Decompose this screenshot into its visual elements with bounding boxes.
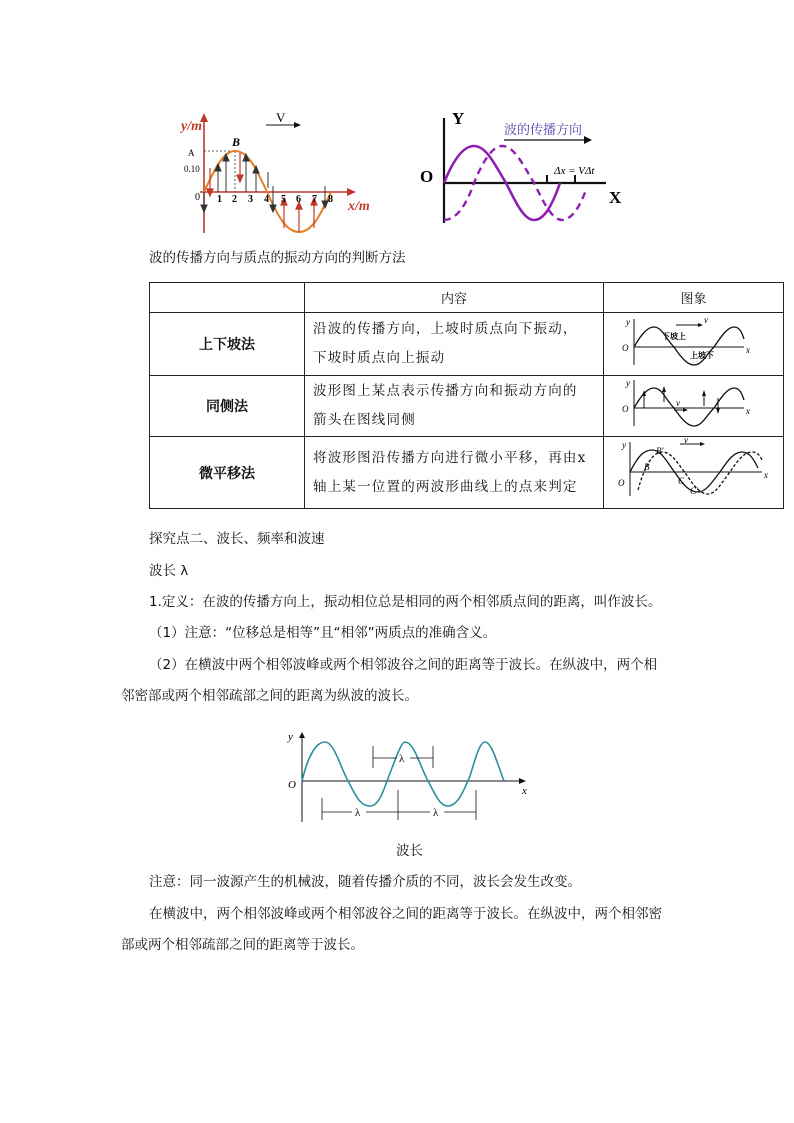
note-1: （1）注意：“位移总是相等”且“相邻”两质点的准确含义。: [149, 625, 497, 641]
diagram-v: v: [684, 437, 688, 445]
diagram-y: y: [622, 439, 626, 450]
summary-line-2: 部或两个相邻疏部之间的距离等于波长。: [121, 937, 364, 953]
table-header-diagram: 图象: [604, 283, 784, 313]
diagram-up-down: 上坡下: [690, 351, 714, 360]
fig1-x-arrow: [347, 188, 356, 196]
slope-method-diagram: [604, 313, 782, 371]
fig2-dx-label: Δx = VΔt: [554, 165, 595, 177]
fig1-tick-2: 2: [232, 194, 237, 205]
table-header-content: 内容: [305, 283, 604, 313]
diagram-b: B: [644, 461, 650, 472]
diagram-v: v: [704, 315, 708, 325]
methods-caption: 波的传播方向与质点的振动方向的判断方法: [149, 250, 406, 266]
diagram-b-prime: B': [656, 445, 664, 456]
fig2-x-label: X: [609, 188, 622, 207]
wave-figure-2: [416, 108, 631, 226]
wavelength-caption: 波长: [396, 843, 423, 859]
fig1-x-label: x/m: [348, 199, 370, 214]
fig1-tick-1: 1: [217, 194, 222, 205]
definition-text: 1.定义：在波的传播方向上，振动相位总是相同的两个相邻质点间的距离，叫作波长。: [149, 594, 662, 610]
fig1-y-label: y/m: [181, 119, 202, 134]
method-name: 微平移法: [150, 437, 305, 509]
methods-table: [149, 282, 784, 509]
fig3-lambda-bottom-1: λ: [355, 807, 361, 819]
wavelength-figure: [280, 728, 540, 826]
table-header-blank: [150, 283, 305, 313]
fig3-y-label: y: [288, 731, 293, 743]
diagram-x: x: [746, 345, 750, 355]
diagram-down-up: 下坡上: [662, 332, 686, 341]
fig2-y-label: Y: [452, 109, 465, 128]
method-content-line: 波形图上某点表示传播方向和振动方向的: [313, 383, 578, 399]
method-content: [305, 376, 604, 437]
table-header-row: [150, 283, 784, 313]
fig1-amp-label: A: [188, 148, 195, 158]
diagram-o: O: [618, 477, 625, 488]
wave-figure-1: [180, 108, 390, 236]
summary-line-1: 在横波中，两个相邻波峰或两个相邻波谷之间的距离等于波长。在纵波中，两个相邻密: [149, 906, 662, 922]
fig1-point-b: B: [232, 135, 241, 149]
diagram-y: y: [626, 317, 630, 327]
fig2-direction-arrowhead: [584, 136, 592, 144]
fig3-x-label: x: [522, 785, 527, 797]
table-row: [150, 437, 784, 509]
diagram-c: C: [678, 475, 685, 486]
table-row: [150, 313, 784, 376]
fig1-tick-7: 7: [312, 194, 317, 205]
method-content-line: 下坡时质点向上振动: [313, 350, 446, 366]
method-content-line: 沿波的传播方向，上坡时质点向下振动，: [313, 321, 578, 337]
fig1-x-ticks: [217, 194, 333, 205]
fig1-v-arrowhead: [294, 122, 301, 128]
same-side-diagram: [604, 376, 782, 432]
fig1-tick-5: 5: [281, 194, 286, 205]
fig1-tick-3: 3: [248, 194, 253, 205]
fig3-x-arrowhead: [519, 778, 526, 784]
diagram-c-prime: C': [690, 485, 698, 496]
section-subheading: 波长 λ: [149, 563, 189, 579]
section-heading: 探究点二、波长、频率和波速: [149, 531, 325, 547]
diagram-v: v: [676, 398, 680, 408]
diagram-o: O: [622, 343, 629, 353]
method-diagram-cell: [604, 313, 784, 376]
method-name: 同侧法: [150, 376, 305, 437]
fig2-direction-label: 波的传播方向: [504, 122, 583, 137]
method-content-line: 箭头在图线同侧: [313, 412, 416, 428]
fig1-tick-8: 8: [328, 194, 333, 205]
method-diagram-cell: [604, 376, 784, 437]
small-shift-diagram: [604, 438, 782, 504]
diagram-o: O: [622, 404, 629, 414]
diagram-x: x: [764, 469, 768, 480]
note-2-line-2: 邻密部或两个相邻疏部之间的距离为纵波的波长。: [121, 688, 418, 704]
fig1-y-tick: 0.10: [184, 164, 200, 174]
method-diagram-cell: [604, 437, 784, 509]
method-content-line: 将波形图沿传播方向进行微小平移，再由x: [313, 449, 587, 466]
fig3-wave: [302, 742, 504, 806]
method-name: 上下坡法: [150, 313, 305, 376]
method-content: [305, 313, 604, 376]
method-content: [305, 437, 604, 509]
fig1-tick-4: 4: [264, 194, 269, 205]
table-row: [150, 376, 784, 437]
fig3-origin: O: [288, 779, 296, 791]
fig2-origin: O: [420, 167, 434, 186]
diagram-y: y: [626, 378, 630, 388]
fig3-y-arrowhead: [299, 732, 305, 738]
medium-note: 注意：同一波源产生的机械波，随着传播介质的不同，波长会发生改变。: [149, 874, 581, 890]
fig1-origin: 0: [195, 192, 200, 203]
diagram-x: x: [746, 406, 750, 416]
fig1-v-label: V: [276, 110, 286, 125]
fig3-lambda-bottom-2: λ: [433, 807, 439, 819]
fig3-lambda-top: λ: [399, 753, 405, 765]
method-content-line: 轴上某一位置的两波形曲线上的点来判定: [313, 478, 578, 495]
fig1-tick-6: 6: [296, 194, 301, 205]
note-2-line-1: （2）在横波中两个相邻波峰或两个相邻波谷之间的距离等于波长。在纵波中，两个相: [149, 657, 658, 673]
